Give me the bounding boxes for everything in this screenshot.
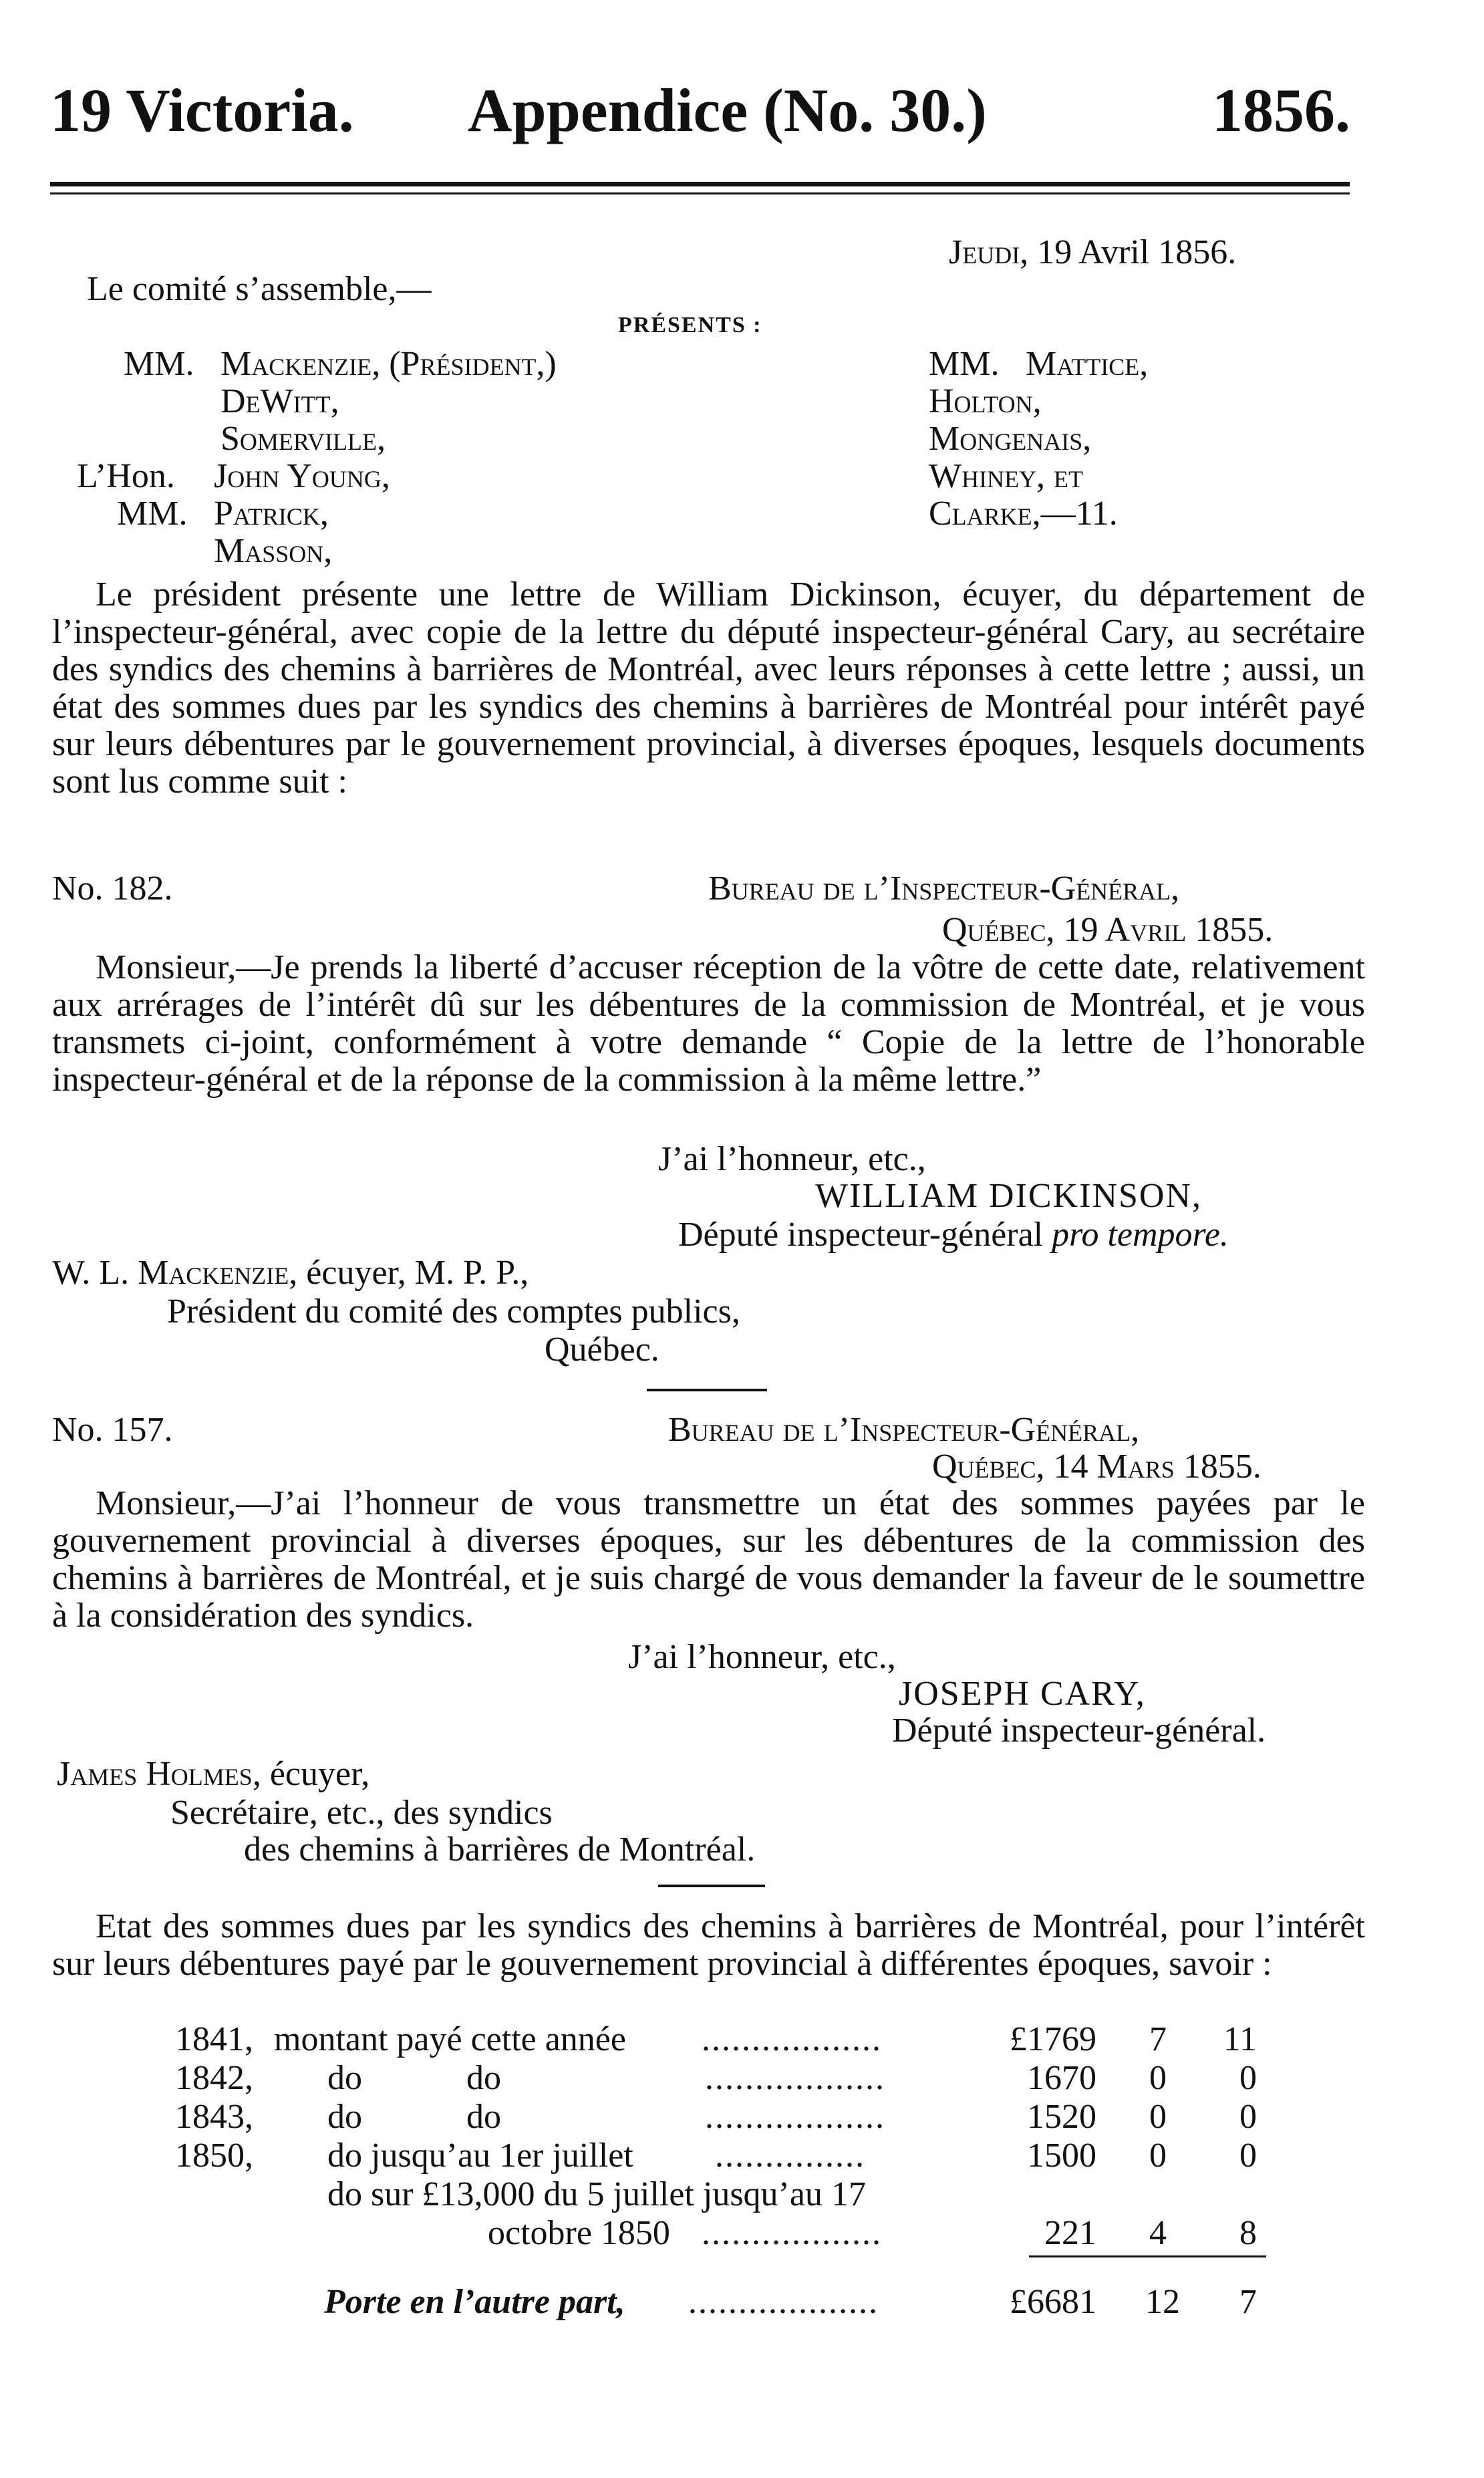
leader-dots: .................. — [702, 2214, 882, 2252]
leader-dots: ................... — [688, 2283, 879, 2321]
letter2-addressee-rest: écuyer, — [261, 1755, 370, 1793]
letter2-closing: J’ai l’honneur, etc., — [628, 1638, 896, 1676]
meeting-date-rest: , 19 Avril 1856. — [1020, 233, 1237, 271]
letter1-signature: WILLIAM DICKINSON, — [815, 1177, 1203, 1215]
member-name: John Young, — [214, 457, 390, 495]
letter1-place-date: Québec, 19 Avril 1855. — [942, 911, 1274, 949]
meeting-date — [949, 233, 1236, 273]
letter2-signature: JOSEPH CARY, — [899, 1675, 1146, 1713]
statement-row-desc: do jusqu’au 1er juillet — [327, 2137, 633, 2175]
member-name: Somerville, — [220, 420, 386, 458]
letter2-body — [52, 1485, 1365, 1635]
statement-row-year: 1841, — [175, 2020, 253, 2058]
letter1-title-italic: pro tempore. — [1052, 1216, 1229, 1254]
statement-row-pounds: 1520 — [1027, 2098, 1096, 2136]
letter1-addressee-name: W. L. Mackenzie, — [52, 1254, 298, 1292]
statement-row-shillings: 0 — [1149, 2059, 1167, 2097]
letter2-addressee-line3: des chemins à barrières de Montréal. — [244, 1830, 756, 1869]
letter1-body — [52, 949, 1365, 1099]
section-separator — [658, 1885, 765, 1887]
statement-row-pence: 0 — [1239, 2059, 1257, 2097]
letter1-title-text: Député inspecteur-général — [678, 1216, 1044, 1254]
letter1-addressee-line2: Président du comité des comptes publics, — [167, 1292, 740, 1331]
leader-dots: .................. — [705, 2059, 885, 2097]
statement-row-year: 1850, — [175, 2137, 253, 2175]
letter1-addressee-rest: écuyer, M. P. P., — [297, 1254, 529, 1292]
member-name: DeWitt, — [220, 382, 339, 420]
statement-extra-shillings: 4 — [1149, 2214, 1167, 2252]
statement-row-desc: do do — [327, 2098, 501, 2136]
member-prefix: MM. — [929, 345, 1000, 383]
intro-paragraph — [52, 576, 1365, 801]
present-label: PRÉSENTS : — [618, 313, 762, 337]
section-separator — [647, 1389, 767, 1391]
statement-intro-text: Etat des sommes dues par les syndics des chemins à barrières de Montréal, pour l’intérêt sur leurs débentures payé par le gouvernement provincial à différentes époques, savoir : — [52, 1907, 1365, 1983]
letter2-office: Bureau de l’Inspecteur-Général, — [668, 1411, 1140, 1449]
leader-dots: .................. — [702, 2020, 882, 2058]
member-name: Whiney, et — [929, 457, 1084, 495]
statement-row-year: 1842, — [175, 2059, 253, 2097]
member-prefix: L’Hon. — [77, 457, 175, 495]
header-session: 19 Victoria. — [50, 76, 354, 144]
total-rule — [1029, 2255, 1266, 2257]
leader-dots: .................. — [705, 2098, 885, 2136]
letter2-addressee-line2: Secrétaire, etc., des syndics — [170, 1794, 553, 1832]
letter1-title — [678, 1215, 1229, 1255]
statement-extra-line2: octobre 1850 — [488, 2214, 670, 2252]
letter1-office: Bureau de l’Inspecteur-Général, — [708, 869, 1180, 908]
statement-extra-line1: do sur £13,000 du 5 juillet jusqu’au 17 — [327, 2175, 866, 2213]
statement-intro — [52, 1908, 1365, 1983]
meeting-day: Jeudi — [949, 233, 1020, 271]
letter2-number: No. 157. — [52, 1411, 173, 1449]
statement-extra-pounds: 221 — [1044, 2214, 1096, 2252]
letter2-title: Député inspecteur-général. — [892, 1711, 1266, 1750]
statement-extra-pence: 8 — [1239, 2214, 1257, 2252]
statement-row-shillings: 0 — [1149, 2137, 1167, 2175]
letter1-addressee-line3: Québec. — [545, 1331, 659, 1369]
statement-row-desc: montant payé cette année — [274, 2020, 626, 2058]
leader-dots: ............... — [715, 2137, 865, 2175]
statement-row-pounds: 1670 — [1027, 2059, 1096, 2097]
letter2-body-text: Monsieur,—J’ai l’honneur de vous transmettre un état des sommes payées par le gouvernement provincial à diverses époques, sur les débentures de la commission des chemins à barrières de Montréal, et je suis chargé de vous demander la faveur de le soumettre à la considération des syndics. — [52, 1484, 1365, 1635]
member-name: Holton, — [929, 382, 1042, 420]
letter1-closing: J’ai l’honneur, etc., — [658, 1140, 926, 1178]
header-year: 1856. — [1212, 76, 1350, 144]
total-label: Porte en l’autre part, — [324, 2283, 625, 2321]
letter1-number: No. 182. — [52, 869, 173, 908]
statement-row-pence: 0 — [1239, 2098, 1257, 2136]
total-pounds: £6681 — [1010, 2283, 1096, 2321]
member-name: Masson, — [214, 532, 333, 570]
committee-assembles: Le comité s’assemble,— — [87, 270, 432, 308]
member-name: Mackenzie, (Président,) — [220, 345, 557, 383]
member-prefix: MM. — [124, 345, 194, 383]
statement-row-pounds: £1769 — [1010, 2020, 1096, 2058]
header-rule-thin — [50, 192, 1350, 194]
statement-row-pence: 11 — [1223, 2020, 1257, 2058]
member-name: Mongenais, — [929, 420, 1092, 458]
statement-row-pence: 0 — [1239, 2137, 1257, 2175]
statement-row-pounds: 1500 — [1027, 2137, 1096, 2175]
letter2-addressee-name: James Holmes, — [57, 1755, 261, 1793]
member-prefix: MM. — [117, 495, 188, 533]
statement-row-desc: do do — [327, 2059, 501, 2097]
letter2-place-date: Québec, 14 Mars 1855. — [932, 1448, 1262, 1486]
statement-row-shillings: 7 — [1149, 2020, 1167, 2058]
member-name: Mattice, — [1026, 345, 1149, 383]
header-rule-thick — [50, 182, 1350, 186]
member-name: Clarke,—11. — [929, 495, 1118, 533]
total-shillings: 12 — [1145, 2283, 1180, 2321]
letter2-addressee — [57, 1754, 369, 1794]
member-name: Patrick, — [214, 495, 329, 533]
statement-row-year: 1843, — [175, 2098, 253, 2136]
letter1-addressee — [52, 1253, 529, 1293]
letter1-body-text: Monsieur,—Je prends la liberté d’accuser réception de la vôtre de cette date, relativement aux arrérages de l’intérêt dû sur les débentures de la commission de Montréal, et je vous transmets ci-joint, conformément à votre demande “ Copie de la lettre de l’honorable inspecteur-général et de la réponse de la commission à la même lettre.” — [52, 948, 1365, 1099]
statement-row-shillings: 0 — [1149, 2098, 1167, 2136]
header-appendix: Appendice (No. 30.) — [468, 76, 987, 144]
total-pence: 7 — [1239, 2283, 1257, 2321]
intro-text: Le président présente une lettre de William Dickinson, écuyer, du département de l’inspecteur-général, avec copie de la lettre du député inspecteur-général Cary, au secrétaire des syndics des chemins à barrières de Montréal, avec leurs réponses à cette lettre ; aussi, un état des sommes dues par les syndics des chemins à barrières de Montréal pour intérêt payé sur leurs débentures par le gouvernement provincial, à diverses époques, lesquels documents sont lus comme suit : — [52, 575, 1365, 801]
